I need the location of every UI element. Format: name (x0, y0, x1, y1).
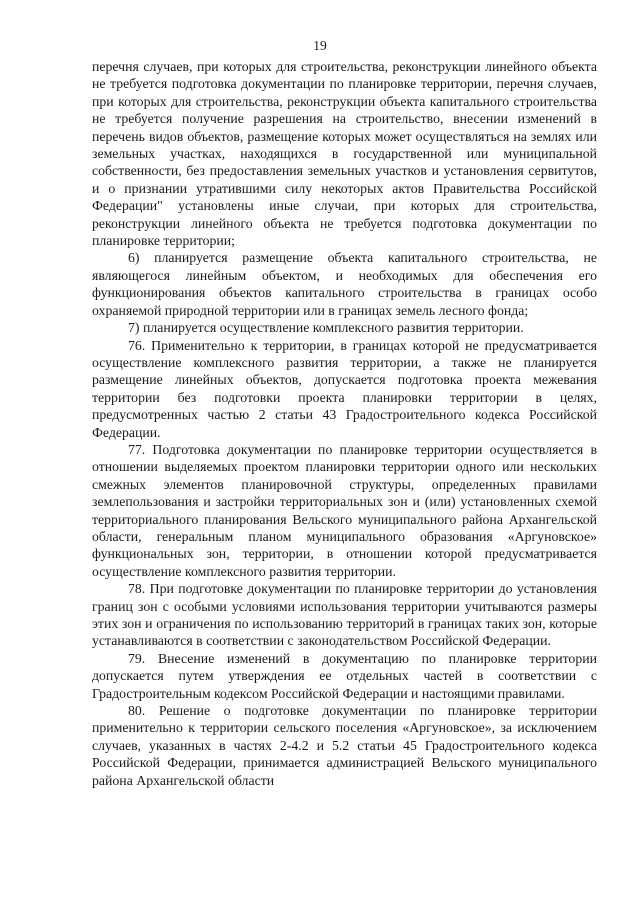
paragraph-79: 79. Внесение изменений в документацию по планировке территории допускается путем утверждения ее отдельных частей в соответствии с Градостроительным кодексом Российской Федерации и настоящими правилами. (92, 650, 597, 701)
paragraph-80: 80. Решение о подготовке документации по планировке территории применительно к территории сельского поселения «Аргуновское», за исключением случаев, указанных в частях 2-4.2 и 5.2 статьи 45 Градостроительного кодекса Российской Федерации, принимается администрацией Вельского муниципального района Архангельской области (92, 703, 597, 788)
paragraph-77: 77. Подготовка документации по планировке территории осуществляется в отношении выделяемых проектом планировки территории одного или нескольких смежных элементов планировочной структуры, определенных правилами землепользования и застройки территориальных зон и (или) установленных схемой территориального планирования Вельского муниципального района Архангельской области, генеральным планом муниципального образования «Аргуновское» функциональных зон, территории, в отношении которой предусматривается осуществление комплексного развития территории. (92, 441, 597, 579)
paragraph-item-7: 7) планируется осуществление комплексного развития территории. (128, 320, 524, 336)
paragraph-78: 78. При подготовке документации по планировке территории до установления границ зон с особыми условиями использования территории учитываются размеры этих зон и ограничения по использованию территорий в границах таких зон, которые устанавливаются в соответствии с законодательством Российской Федерации. (92, 581, 597, 649)
paragraph-continuation: перечня случаев, при которых для строительства, реконструкции линейного объекта не требуется подготовка документации по планировке территории, перечня случаев, при которых для строительства, реконструкции объекта капитального строительства не требуется получение разрешения на строительство, внесении изменений в перечень видов объектов, размещение которых может осуществляться на землях или земельных участках, находящихся в государственной или муниципальной собственности, без предоставления земельных участков и установления сервитутов, и о признании утратившими силу некоторых актов Правительства Российской Федерации" установлены иные случаи, при которых для строительства, реконструкции линейного объекта не требуется подготовка документации по планировке территории; (92, 59, 597, 249)
paragraph-76: 76. Применительно к территории, в границах которой не предусматривается осуществление комплексного развития территории, а также не планируется размещение линейных объектов, допускается подготовка проекта межевания территории без подготовки проекта планировки территории в целях, предусмотренных частью 2 статьи 43 Градостроительного кодекса Российской Федерации. (92, 337, 597, 440)
page-number: 19 (313, 38, 327, 53)
document-body (92, 58, 597, 789)
paragraph-item-6: 6) планируется размещение объекта капитального строительства, не являющегося линейным объектом, и необходимых для обеспечения его функционирования объектов капитального строительства в границах особо охраняемой природной территории или в границах земель лесного фонда; (92, 250, 597, 318)
